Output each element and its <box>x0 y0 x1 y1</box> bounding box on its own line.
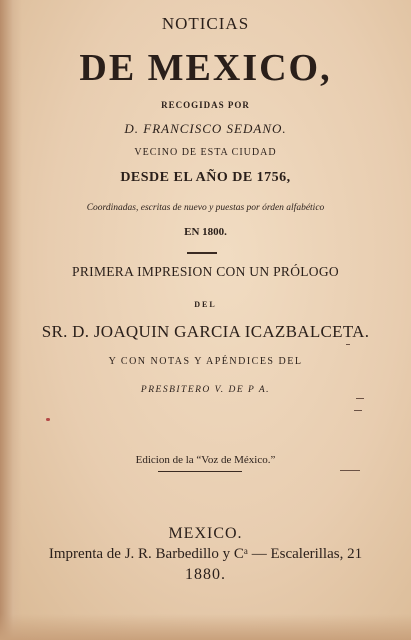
title-noticias: NOTICIAS <box>161 14 250 33</box>
prologue-author: SR. D. JOAQUIN GARCIA ICAZBALCETA. <box>41 322 370 341</box>
section-divider <box>187 252 217 254</box>
publication-city: MEXICO. <box>168 525 243 542</box>
title-de-mexico: DE MEXICO, <box>79 47 332 89</box>
presbitero-name: PRESBITERO V. DE P A. <box>140 385 271 395</box>
compiled-year: EN 1800. <box>184 226 227 238</box>
description-line: Coordinadas, escritas de nuevo y puestas por órden alfabético <box>86 203 325 213</box>
del-label: DEL <box>194 300 217 309</box>
margin-mark <box>346 344 350 345</box>
ink-stain <box>46 418 50 421</box>
notes-appendices-line: Y CON NOTAS Y APÉNDICES DEL <box>108 356 303 367</box>
printer-line: Imprenta de J. R. Barbedillo y Cᵃ — Escalerillas, 21 <box>48 546 363 562</box>
author-name: D. FRANCISCO SEDANO. <box>124 121 287 136</box>
recogidas-por: RECOGIDAS POR <box>161 100 250 110</box>
publication-year: 1880. <box>185 566 226 583</box>
page-bottom-edge <box>0 614 411 640</box>
first-edition-note: PRIMERA IMPRESION CON UN PRÓLOGO <box>72 264 339 279</box>
margin-mark <box>354 410 362 411</box>
date-range: DESDE EL AÑO DE 1756, <box>120 170 291 185</box>
author-residence: VECINO DE ESTA CIUDAD <box>134 147 277 158</box>
margin-mark <box>356 398 364 399</box>
page-gutter-shadow <box>0 0 22 640</box>
edition-note: Edicion de la “Voz de México.” <box>135 454 276 466</box>
margin-mark <box>340 470 360 471</box>
edition-underline <box>158 471 242 472</box>
